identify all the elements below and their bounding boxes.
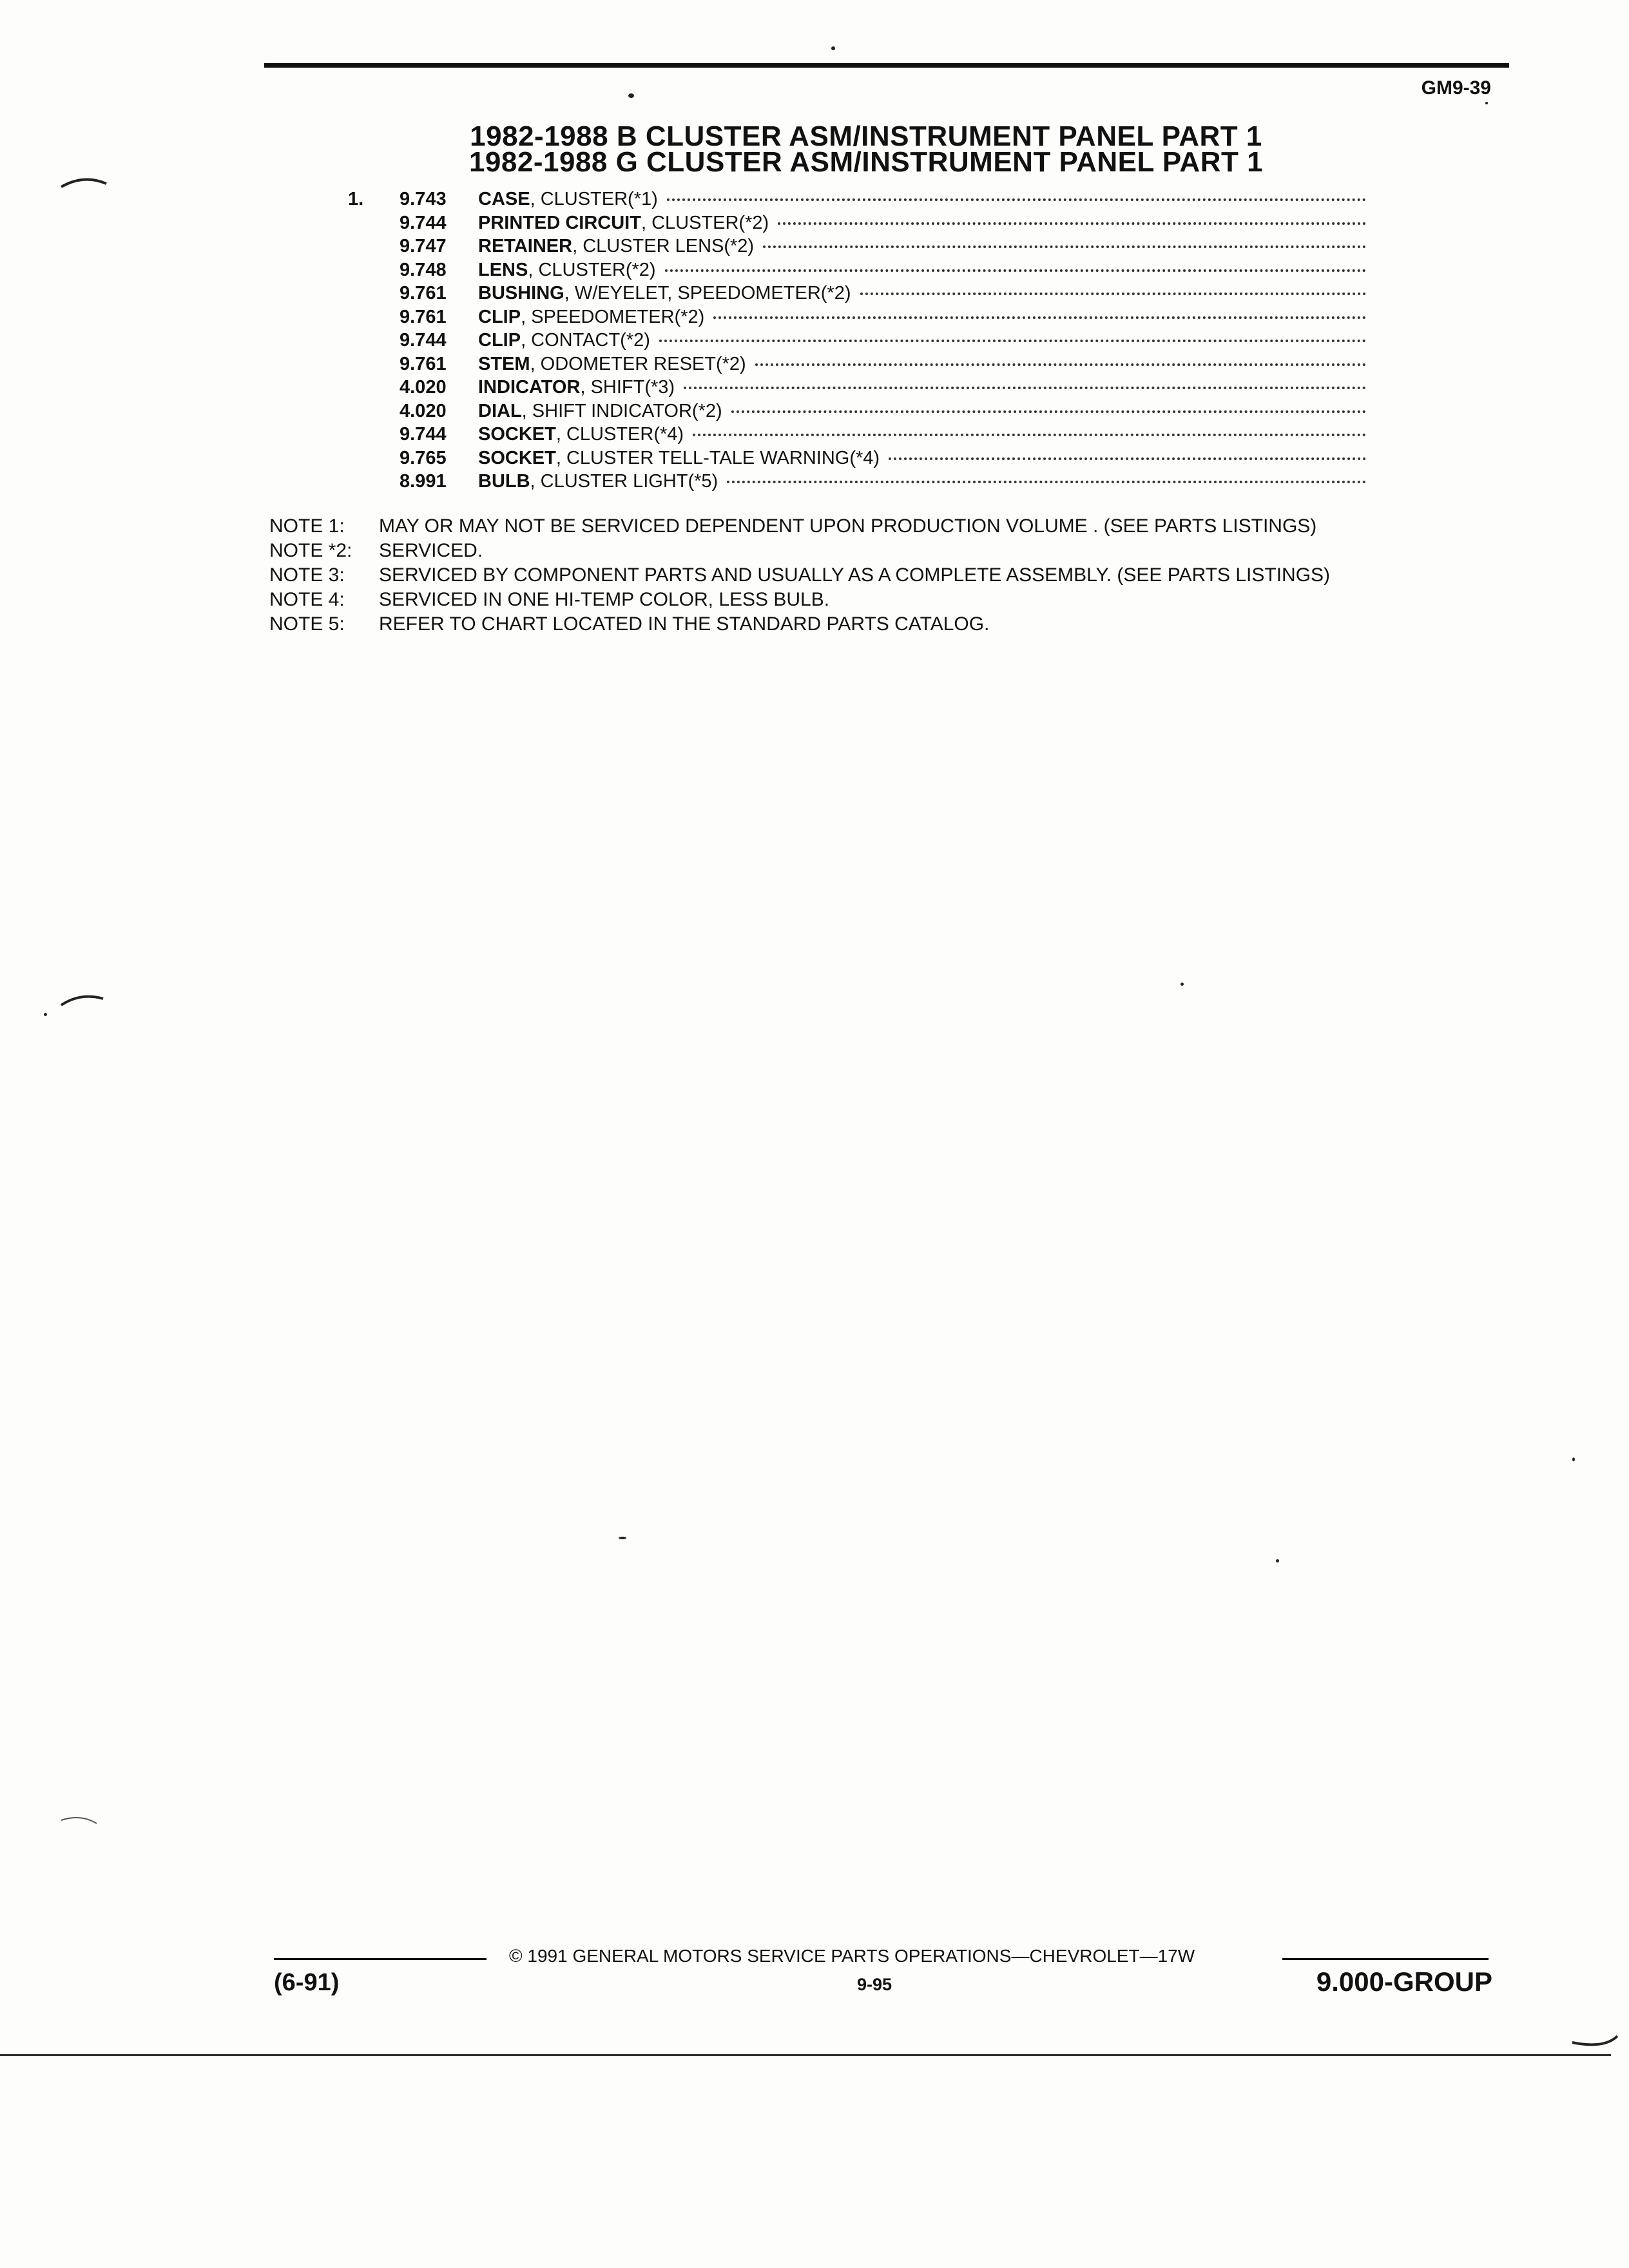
note-label: NOTE 3:: [269, 564, 345, 586]
part-code: 9.761: [400, 283, 447, 303]
scan-speck: [628, 93, 634, 98]
page-title-line-2: 1982-1988 G CLUSTER ASM/INSTRUMENT PANEL PART 1: [468, 146, 1264, 178]
part-code: 9.747: [400, 236, 447, 256]
group-label: 9.000-GROUP: [1316, 1966, 1492, 1997]
scan-speck: [619, 1537, 626, 1539]
part-description: , CLUSTER LENS(*2): [572, 236, 755, 256]
part-name: CLIP: [478, 306, 521, 327]
part-name: CLIP: [478, 330, 521, 351]
part-description: , SHIFT(*3): [580, 377, 675, 398]
part-code: 9.748: [400, 259, 447, 280]
copyright-line: © 1991 GENERAL MOTORS SERVICE PARTS OPERATIONS—CHEVROLET—17W: [509, 1946, 1195, 1966]
part-code: 9.761: [400, 353, 447, 374]
part-code: 9.761: [400, 306, 447, 327]
part-name: STEM: [478, 353, 530, 374]
part-description: , ODOMETER RESET(*2): [530, 353, 746, 374]
part-name: RETAINER: [478, 236, 573, 256]
part-description: , W/EYELET, SPEEDOMETER(*2): [564, 283, 851, 303]
scan-speck: [1181, 983, 1184, 986]
part-name: DIAL: [478, 400, 522, 421]
part-description: , CLUSTER(*2): [641, 212, 769, 233]
part-description: , CONTACT(*2): [521, 330, 650, 351]
part-name: CASE: [478, 189, 530, 209]
part-code: 4.020: [400, 400, 447, 421]
part-name: BUSHING: [478, 283, 564, 303]
part-description: , CLUSTER(*2): [528, 259, 656, 280]
note-label: NOTE 1:: [269, 515, 345, 537]
scan-speck: [1276, 1559, 1279, 1562]
part-code: 9.744: [400, 424, 447, 445]
part-code: 4.020: [400, 377, 447, 398]
scan-speck: [1572, 1457, 1575, 1461]
note-text: SERVICED.: [379, 540, 483, 561]
scan-speck: [1485, 102, 1488, 104]
scan-speck: [44, 1013, 47, 1016]
part-description: , CLUSTER LIGHT(*5): [530, 471, 718, 492]
note-label: NOTE *2:: [269, 540, 352, 561]
part-name: INDICATOR: [478, 377, 581, 398]
note-text: SERVICED BY COMPONENT PARTS AND USUALLY AS A COMPLETE ASSEMBLY. (SEE PARTS LISTINGS): [379, 564, 1331, 586]
part-code: 9.744: [400, 330, 447, 351]
part-description: , CLUSTER TELL-TALE WARNING(*4): [555, 447, 880, 468]
part-description: , CLUSTER(*1): [530, 189, 658, 209]
part-description: , SPEEDOMETER(*2): [521, 306, 705, 327]
part-name: SOCKET: [478, 424, 556, 445]
part-code: 9.743: [400, 189, 447, 209]
scan-speck: [831, 46, 835, 50]
part-name: BULB: [478, 471, 530, 492]
note-text: MAY OR MAY NOT BE SERVICED DEPENDENT UPON PRODUCTION VOLUME . (SEE PARTS LISTINGS): [379, 515, 1317, 537]
part-code: 8.991: [400, 471, 447, 492]
revision-date: (6-91): [274, 1969, 340, 1996]
page-code: GM9-39: [1421, 77, 1491, 99]
part-name: SOCKET: [478, 447, 556, 468]
part-code: 9.744: [400, 212, 447, 233]
page-title-line-1: 1982-1988 B CLUSTER ASM/INSTRUMENT PANEL PART 1: [470, 120, 1262, 152]
part-description: , SHIFT INDICATOR(*2): [521, 400, 722, 421]
page-number: 9-95: [857, 1975, 892, 1994]
part-description: , CLUSTER(*4): [555, 424, 684, 445]
note-text: REFER TO CHART LOCATED IN THE STANDARD PARTS CATALOG.: [379, 613, 990, 635]
part-name: LENS: [478, 259, 528, 280]
note-label: NOTE 5:: [269, 613, 345, 635]
note-text: SERVICED IN ONE HI-TEMP COLOR, LESS BULB.: [379, 589, 830, 610]
part-name: PRINTED CIRCUIT: [478, 212, 641, 233]
part-item-number: 1.: [348, 189, 364, 209]
part-code: 9.765: [400, 447, 447, 468]
note-label: NOTE 4:: [269, 589, 345, 610]
